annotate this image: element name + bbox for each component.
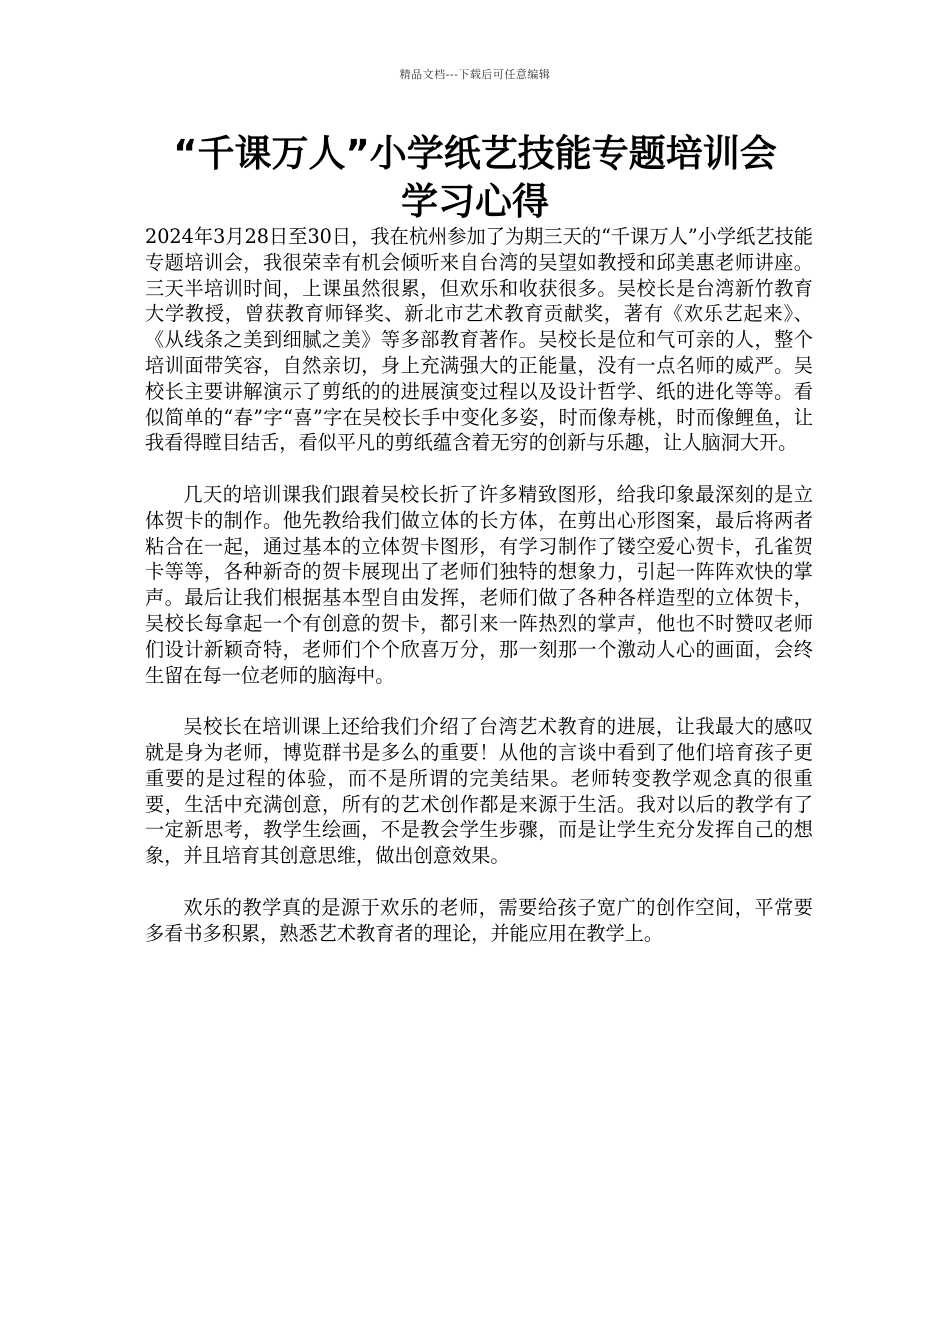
- paragraph-1: 2024年3月28日至30日，我在杭州参加了为期三天的“千课万人”小学纸艺技能专题培训会，我很荣幸有机会倾听来自台湾的吴望如教授和邱美惠老师讲座。三天半培训时间，上课虽然很累，但欢乐和收获很多。吴校长是台湾新竹教育大学教授，曾获教育师铎奖、新北市艺术教育贡献奖，著有《欢乐艺起来》、《从线条之美到细腻之美》等多部教育著作。吴校长是位和气可亲的人，整个培训面带笑容，自然亲切，身上充满强大的正能量，没有一点名师的威严。吴校长主要讲解演示了剪纸的的进展演变过程以及设计哲学、纸的进化等等。看似简单的“春”字“喜”字在吴校长手中变化多姿，时而像寿桃，时而像鲤鱼，让我看得瞠目结舌，看似平凡的剪纸蕴含着无穷的创新与乐趣，让人脑洞大开。: [145, 225, 813, 455]
- header-note: 精品文档---下载后可任意编辑: [399, 68, 551, 81]
- article-body: [145, 224, 813, 972]
- paragraph-2: 几天的培训课我们跟着吴校长折了许多精致图形，给我印象最深刻的是立体贺卡的制作。他先教给我们做立体的长方体，在剪出心形图案，最后将两者粘合在一起，通过基本的立体贺卡图形，有学习制作了镂空爱心贺卡，孔雀贺卡等等，各种新奇的贺卡展现出了老师们独特的想象力，引起一阵阵欢快的掌声。最后让我们根据基本型自由发挥，老师们做了各种各样造型的立体贺卡，吴校长每拿起一个有创意的贺卡，都引来一阵热烈的掌声，他也不时赞叹老师们设计新颖奇特，老师们个个欣喜万分，那一刻那一个激动人心的画面，会终生留在每一位老师的脑海中。: [145, 482, 813, 687]
- page-title-line-2: 学习心得: [401, 180, 549, 223]
- paragraph-3: 吴校长在培训课上还给我们介绍了台湾艺术教育的进展，让我最大的感叹就是身为老师，博览群书是多么的重要！从他的言谈中看到了他们培育孩子更重要的是过程的体验，而不是所谓的完美结果。老师转变教学观念真的很重要，生活中充满创意，所有的艺术创作都是来源于生活。我对以后的教学有了一定新思考，教学生绘画，不是教会学生步骤，而是让学生充分发挥自己的想象，并且培育其创意思维，做出创意效果。: [145, 715, 813, 868]
- paragraph-4: 欢乐的教学真的是源于欢乐的老师，需要给孩子宽广的创作空间，平常要多看书多积累，熟悉艺术教育者的理论，并能应用在教学上。: [145, 895, 813, 945]
- page-title-line-1: “千课万人”小学纸艺技能专题培训会: [173, 132, 777, 175]
